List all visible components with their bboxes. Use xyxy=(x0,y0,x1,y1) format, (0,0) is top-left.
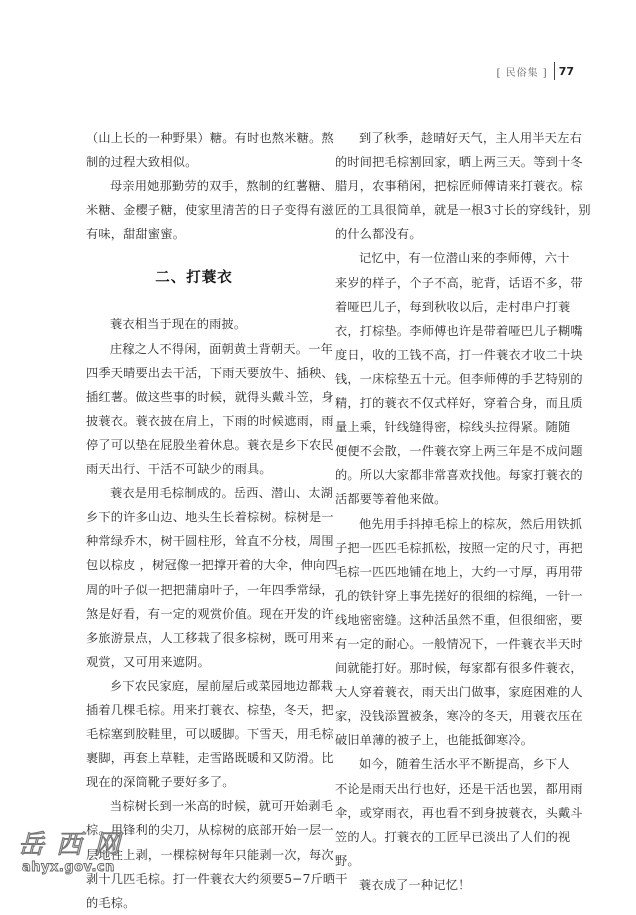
section-heading: 二、打蓑衣 xyxy=(155,270,233,287)
right-column xyxy=(335,126,591,897)
text-line: 蓑衣是用毛棕制成的。岳西、潜山、太湖 xyxy=(110,486,333,501)
text-line: 毛棕一匹匹地铺在地上，大约一寸厚，再用带 xyxy=(335,564,583,579)
paragraph xyxy=(86,174,334,246)
text-line: 有味，甜甜蜜蜜。 xyxy=(86,227,186,242)
text-line: 毛棕塞到胶鞋里，可以暖脚。下雪天，用毛棕 xyxy=(86,727,334,742)
text-line: 有一定的耐心。一般情况下，一件蓑衣半天时 xyxy=(335,636,583,651)
text-line: （山上长的一种野果）糖。有时也熬米糖。熬 xyxy=(86,131,334,145)
page-number: 77 xyxy=(558,64,574,78)
text-line: 剥十几匹毛棕。打一件蓑衣大约须要5−7斤晒干 xyxy=(86,871,348,886)
text-line: 雨天出行、干活不可缺少的雨具。 xyxy=(86,462,272,477)
paragraph xyxy=(335,752,583,872)
text-line: 破旧单薄的被子上，也能抵御寒冷。 xyxy=(335,733,534,748)
text-line: 停了可以垫在屁股坐着休息。蓑衣是乡下农民 xyxy=(86,437,334,452)
watermark-url: ahyx.gov.cn xyxy=(22,860,115,875)
text-line: 记忆中，有一位潜山来的李师傅，六十 xyxy=(359,251,570,266)
section-name: [ 民俗集 ] xyxy=(496,67,548,79)
text-line: 母亲用她那勤劳的双手，熬制的红薯糖、 xyxy=(110,179,333,194)
text-line: 匠的工具很简单，就是一根3寸长的穿线针，别 xyxy=(335,203,591,218)
text-line: 庄稼之人不得闲，面朝黄土背朝天。一年 xyxy=(110,341,333,356)
text-line: 乡下的许多山边、地头生长着棕树。棕树是一 xyxy=(86,510,334,525)
text-line: 多旅游景点，人工移栽了很多棕树，既可用来 xyxy=(86,630,334,645)
text-line: 的时间把毛棕割回家，晒上两三天。等到十冬 xyxy=(335,155,583,170)
text-line: 量上乘，针线缝得密，棕线头拉得紧。随随 xyxy=(335,420,571,435)
text-line: 周的叶子似一把把蒲扇叶子，一年四季常绿， xyxy=(86,582,334,597)
text-line: 裹脚，再套上草鞋，走雪路既暖和又防滑。比 xyxy=(86,751,334,766)
text-line: 子把一匹匹毛棕抓松，按照一定的尺寸，再把 xyxy=(335,540,583,555)
paragraph xyxy=(86,126,334,174)
text-line: 度日，收的工钱不高，打一件蓑衣才收二十块 xyxy=(335,347,583,362)
text-line: 便便不会散，一件蓑衣穿上两三年是不成问题 xyxy=(335,444,583,459)
paragraph xyxy=(335,126,591,246)
watermark-logo: 岳西网 xyxy=(18,830,133,860)
text-line: 层地往上剥，一棵棕树每年只能剥一次，每次 xyxy=(86,847,334,862)
left-column xyxy=(86,126,348,915)
text-line: 伞，或穿雨衣，再也看不到身披蓑衣，头戴斗 xyxy=(335,805,583,820)
text-line: 的毛棕。 xyxy=(86,895,136,910)
text-line: 不论是雨天出行也好，还是干活也罢，都用雨 xyxy=(335,781,583,796)
paragraph xyxy=(86,674,334,794)
running-header xyxy=(497,62,574,80)
text-line: 棕。用锋利的尖刀，从棕树的底部开始一层一 xyxy=(86,823,334,838)
paragraph xyxy=(86,481,338,674)
text-line: 乡下农民家庭，屋前屋后或菜园地边都栽 xyxy=(110,678,333,693)
text-line: 插着几棵毛棕。用来打蓑衣、棕垫，冬天，把 xyxy=(86,702,334,717)
text-line: 种常绿乔木，树干圆柱形，耸直不分枝，周围 xyxy=(86,534,334,549)
text-line: 蓑衣成了一种记忆！ xyxy=(359,877,471,892)
paragraph xyxy=(335,512,583,753)
text-line: 大人穿着蓑衣，雨天出门做事，家庭困难的人 xyxy=(335,685,583,700)
paragraph xyxy=(86,337,334,482)
text-line: 腊月，农事稍闲，把棕匠师傅请来打蓑衣。棕 xyxy=(335,179,583,194)
text-line: 着哑巴儿子，每到秋收以后，走村串户打蓑 xyxy=(335,299,571,314)
paragraph xyxy=(86,312,302,336)
text-line: 孔的铁针穿上事先搓好的很细的棕绳，一针一 xyxy=(335,588,583,603)
text-line: 间就能打好。那时候，每家都有很多件蓑衣， xyxy=(335,661,583,676)
text-line: 如今，随着生活水平不断提高，乡下人 xyxy=(359,757,570,772)
text-line: 蓑衣相当于现在的雨披。 xyxy=(110,317,247,332)
text-line: 的什么都没有。 xyxy=(335,227,422,242)
text-line: 野。 xyxy=(335,853,360,868)
text-line: 衣，打棕垫。李师傅也许是带着哑巴儿子糊嘴 xyxy=(335,323,583,338)
text-line: 他先用手抖掉毛棕上的棕灰，然后用铁抓 xyxy=(359,516,582,531)
text-line: 制的过程大致相似。 xyxy=(86,155,198,170)
text-line: 线地密密缝。这种活虽然不重，但很细密，要 xyxy=(335,612,583,627)
site-watermark xyxy=(18,830,178,882)
text-line: 当棕树长到一米高的时候，就可开始剥毛 xyxy=(110,799,333,814)
text-line: 观赏，又可用来遮阴。 xyxy=(86,654,210,669)
text-line: 四季天晴要出去干活，下雨天要放牛、插秧、 xyxy=(86,365,334,380)
text-line: 现在的深筒靴子要好多了。 xyxy=(86,775,235,790)
paragraph xyxy=(335,246,583,511)
header-divider xyxy=(554,62,555,80)
text-line: 的。所以大家都非常喜欢找他。每家打蓑衣的 xyxy=(335,468,583,483)
text-line: 米糖、金樱子糖，使家里清苦的日子变得有滋 xyxy=(86,203,334,218)
paragraph xyxy=(335,873,551,897)
text-line: 到了秋季，趁晴好天气，主人用半天左右 xyxy=(359,131,582,145)
text-line: 钱，一床棕垫五十元。但李师傅的手艺特别的 xyxy=(335,371,583,386)
text-line: 家，没钱添置被条，寒冷的冬天，用蓑衣压在 xyxy=(335,709,583,724)
text-line: 笠的人。打蓑衣的工匠早已淡出了人们的视 xyxy=(335,829,571,844)
text-line: 活都要等着他来做。 xyxy=(335,492,447,507)
text-line: 精，打的蓑衣不仅式样好，穿着合身，而且质 xyxy=(335,396,583,411)
text-line: 煞是好看，有一定的观赏价值。现在开发的许 xyxy=(86,606,334,621)
text-line: 披蓑衣。蓑衣披在肩上，下雨的时候遮雨，雨 xyxy=(86,413,334,428)
text-line: 包以棕皮 ，树冠像一把撑开着的大伞，伸向四 xyxy=(86,558,338,573)
text-line: 来岁的样子，个子不高，驼背，话语不多，带 xyxy=(335,275,583,290)
text-line: 插红薯。做这些事的时候，就得头戴斗笠，身 xyxy=(86,389,334,404)
